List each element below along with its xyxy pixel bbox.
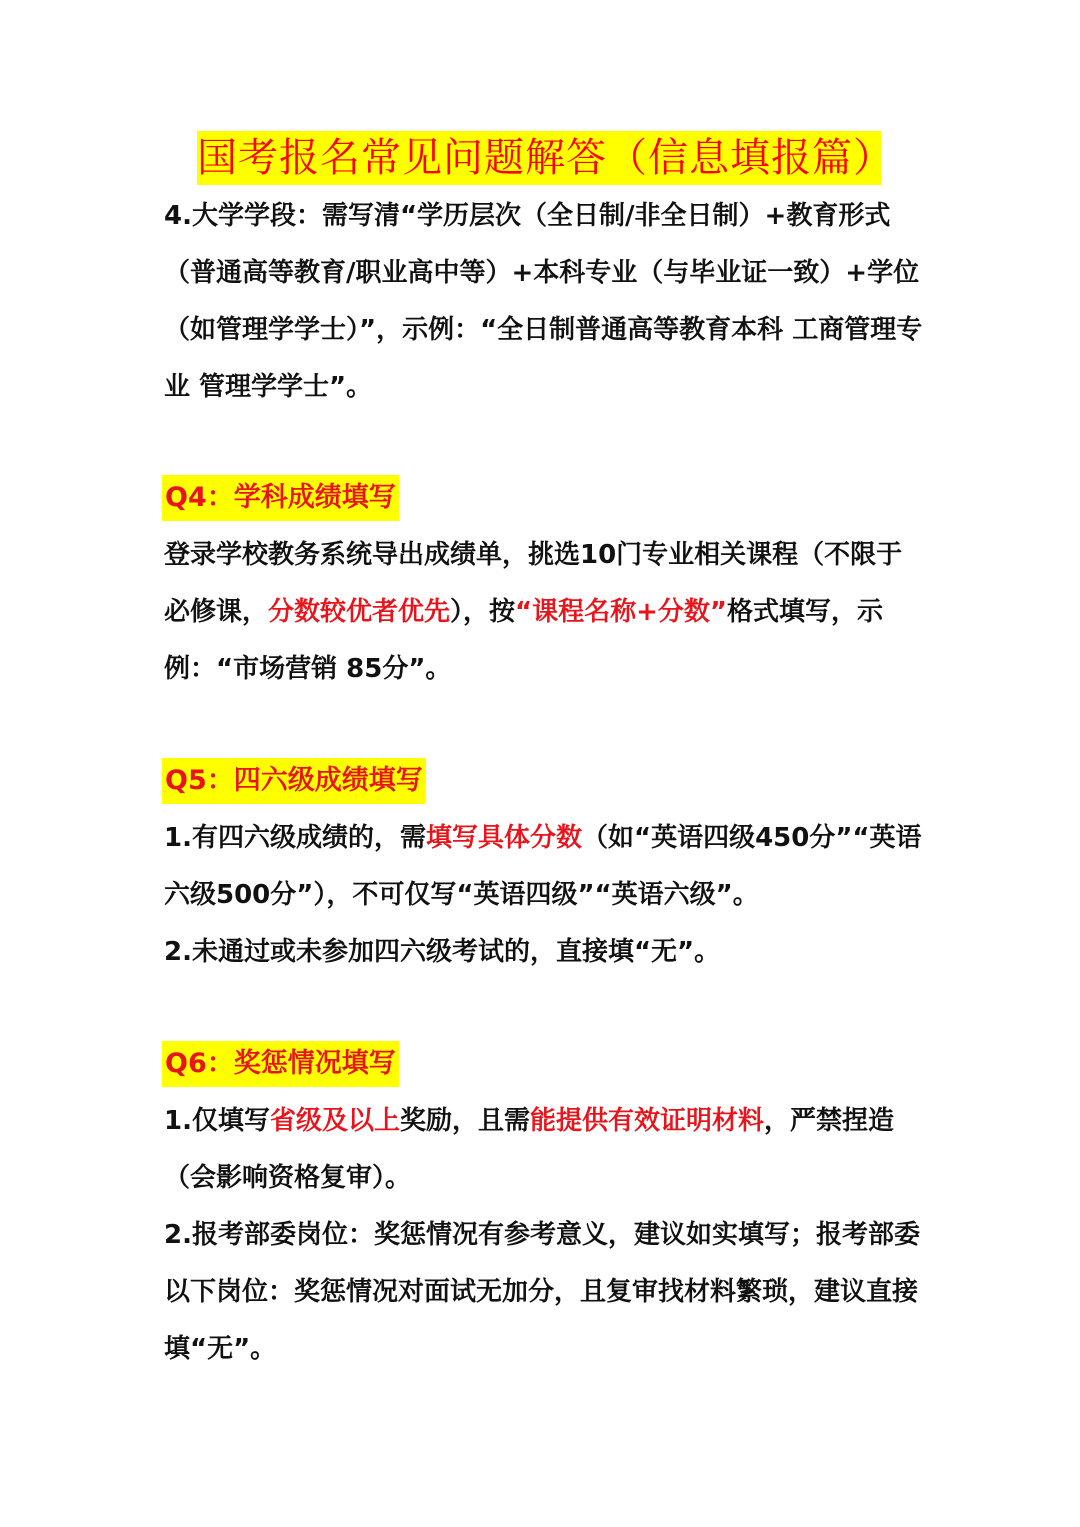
q6-p1-text-2: 奖励，且需: [399, 1106, 530, 1136]
q5-p1-emphasis: 填写具体分数: [425, 823, 582, 853]
q5-paragraph-1: [164, 810, 924, 924]
q4-paragraph: [164, 527, 924, 698]
q4-text-3: 格式填写，示例：“市场营销 85分”。: [164, 597, 884, 684]
section-heading-q6: Q6：奖惩情况填写: [162, 1041, 399, 1087]
q4-text-2: ），按: [450, 597, 516, 627]
q6-p1-emphasis-1: 省级及以上: [269, 1106, 400, 1136]
q6-paragraph-1: [164, 1093, 924, 1207]
q4-text-1: 登录学校教务系统导出成绩单，挑选10门专业相关课程（不限于必修课，: [164, 540, 903, 627]
q5-paragraph-2: 2.未通过或未参加四六级考试的，直接填“无”。: [164, 937, 721, 967]
q4-emphasis-1: 分数较优者优先: [268, 597, 451, 627]
q6-paragraph-2: 2.报考部委岗位：奖惩情况有参考意义，建议如实填写；报考部委以下岗位：奖惩情况对面试无加分，且复审找材料繁琐，建议直接填“无”。: [164, 1220, 920, 1364]
q6-p1-text-1: 1.仅填写: [164, 1106, 270, 1136]
page-title: 国考报名常见问题解答（信息填报篇）: [197, 131, 881, 185]
section-heading-q5: Q5：四六级成绩填写: [162, 758, 426, 804]
q5-p1-text-2: （如“英语四级450分”“英语六级500分”），不可仅写“英语四级”“英语六级”。: [164, 823, 922, 910]
q6-p1-text-3: ，严禁捏造（会影响资格复审）。: [164, 1106, 895, 1193]
section-heading-q4: Q4：学科成绩填写: [162, 475, 399, 521]
intro-paragraph: 4.大学学段：需写清“学历层次（全日制/非全日制）+教育形式（普通高等教育/职业高中等）+本科专业（与毕业证一致）+学位（如管理学学士）”，示例：“全日制普通高等教育本科 工商管理专业 管理学学士”。: [164, 201, 923, 402]
q4-emphasis-2: “课程名称+分数”: [515, 597, 728, 627]
q6-p1-emphasis-2: 能提供有效证明材料: [530, 1106, 765, 1136]
q5-p1-text-1: 1.有四六级成绩的，需: [164, 823, 426, 853]
